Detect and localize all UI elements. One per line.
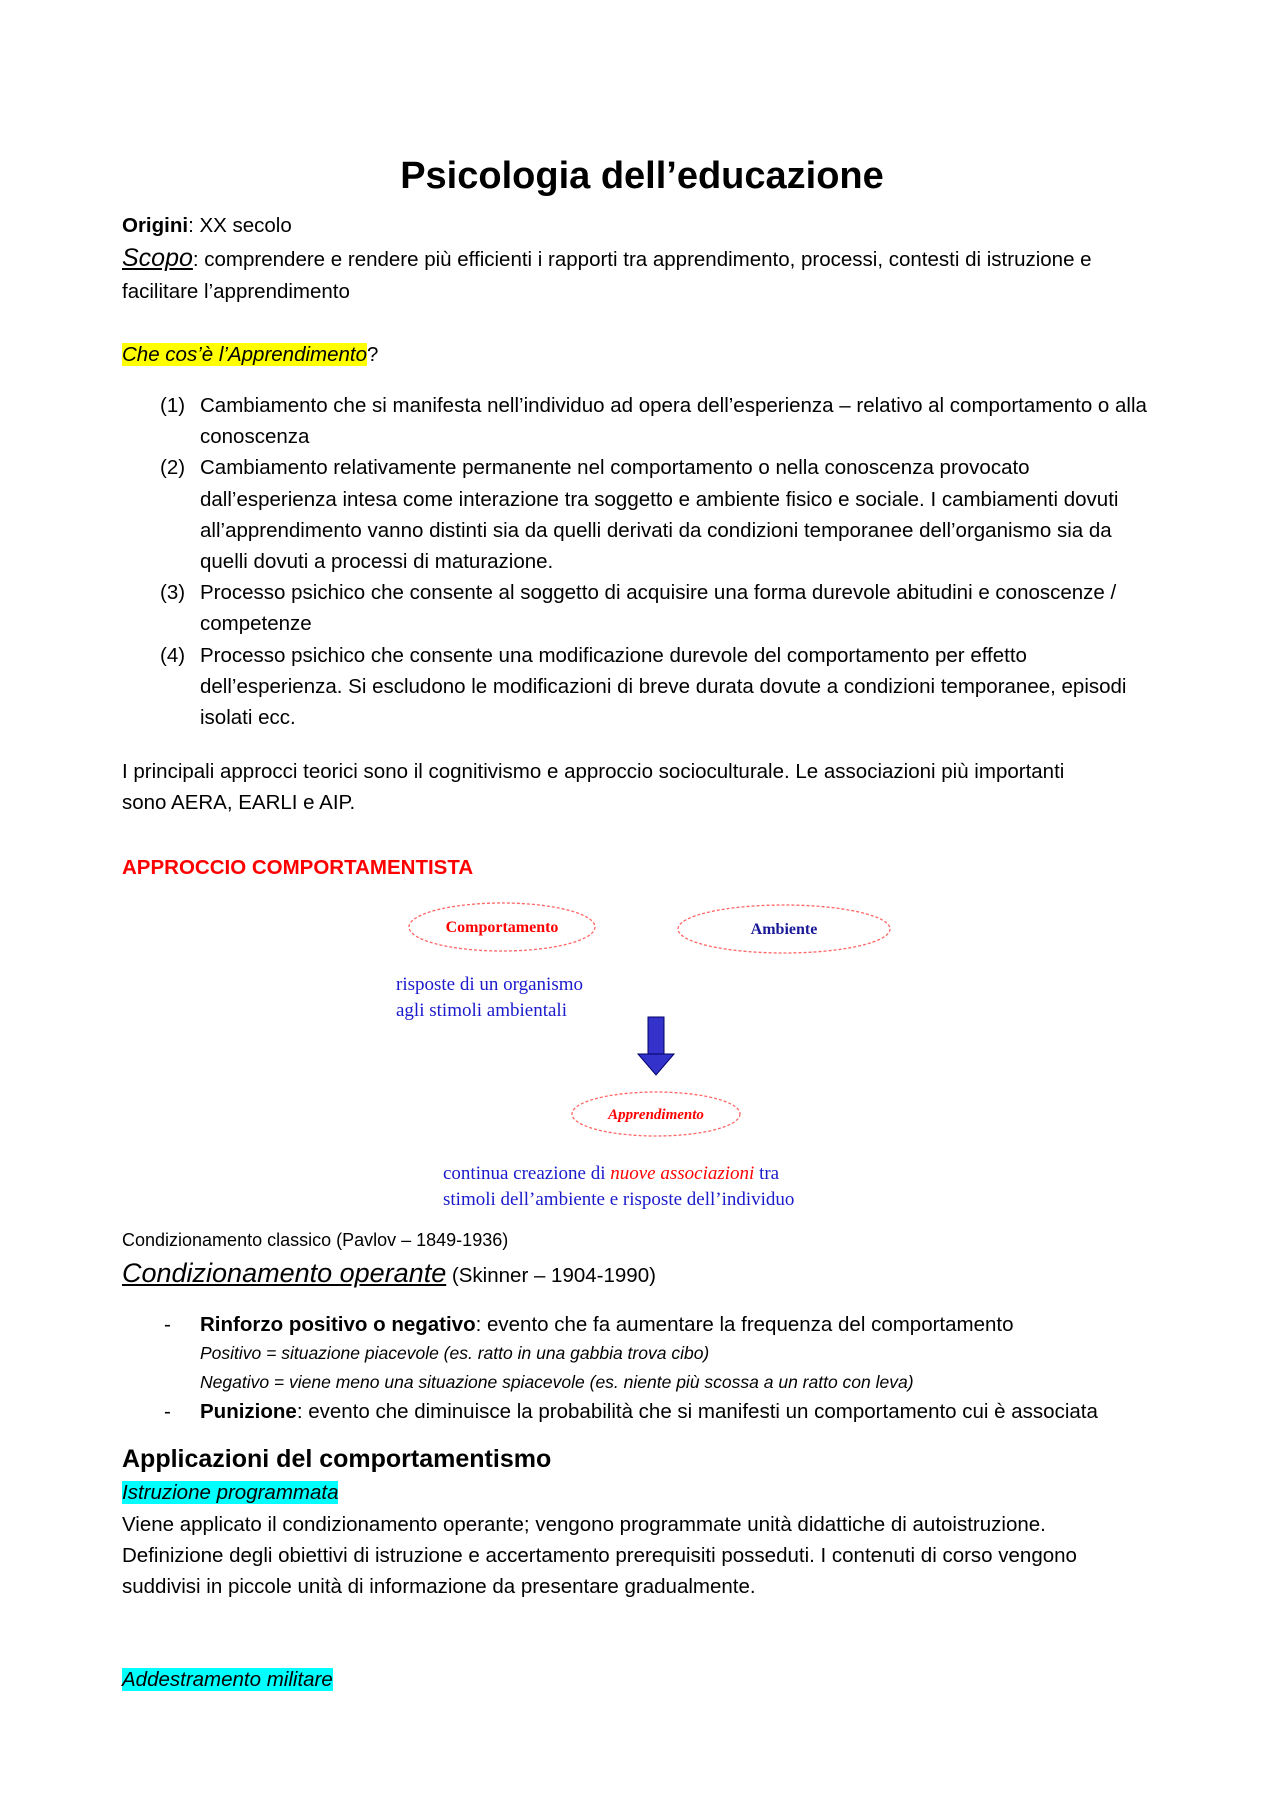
list-number: (4): [160, 643, 186, 667]
bullet-bold: Punizione: [200, 1400, 297, 1423]
istruzione-heading-line: [122, 1477, 1162, 1508]
ambiente-label: Ambiente: [750, 921, 818, 938]
section-heading-comportamentista: APPROCCIO COMPORTAMENTISTA: [122, 856, 474, 879]
list-item: [160, 452, 1160, 577]
comportamento-label: Comportamento: [445, 919, 559, 936]
list-item: [160, 1310, 1160, 1397]
apprendimento-question: [122, 339, 1162, 370]
risposte-line-2: agli stimoli ambientali: [396, 1000, 567, 1021]
continua-line-2: stimoli dell’ambiente e risposte dell’individuo: [443, 1189, 795, 1210]
istruzione-line-2: Definizione degli obiettivi di istruzione e accertamento prerequisiti posseduti. I contenuti di corso vengono: [122, 1544, 1077, 1567]
istruzione-line-1: Viene applicato il condizionamento operante; vengono programmate unità didattiche di autoistruzione.: [122, 1513, 1046, 1536]
down-arrow-icon: [638, 1017, 674, 1075]
origini-line: [122, 210, 1162, 241]
list-text: Cambiamento che si manifesta nell’individuo ad opera dell’esperienza – relativo al comportamento o alla conoscenza: [200, 394, 1147, 449]
condizionamento-operante: [122, 1255, 1162, 1294]
apprendimento-label: Apprendimento: [608, 1107, 704, 1123]
dash-bullet: -: [164, 1313, 171, 1336]
applicazioni-heading: Applicazioni del comportamentismo: [122, 1445, 552, 1473]
bullet-text: : evento che diminuisce la probabilità che si manifesti un comportamento cui è associata: [296, 1400, 1098, 1423]
ambiente-ellipse: [678, 905, 890, 953]
origini-text: : XX secolo: [188, 214, 292, 237]
continua-line-1: [443, 1163, 780, 1184]
scopo-line-2: facilitare l’apprendimento: [122, 280, 350, 303]
continua-post: tra: [754, 1163, 780, 1184]
scopo-line-1: [122, 243, 1162, 275]
list-item: [160, 390, 1160, 452]
istruzione-line-3: suddivisi in piccole unità di informazione da presentare gradualmente.: [122, 1575, 756, 1598]
bullet-bold: Rinforzo positivo o negativo: [200, 1313, 476, 1336]
comportamento-ellipse: [409, 903, 595, 951]
list-text: Cambiamento relativamente permanente nel comportamento o nella conoscenza provocato dall’esperienza intesa come interazione tra soggetto e ambiente fisico e sociale. I cambiamenti dovuti all’apprendimento vanno distinti sia da quelli derivati da condizioni temporanee dell’organismo sia da quelli dovuti a processi di maturazione.: [200, 456, 1119, 574]
reinforcement-list: [160, 1310, 1160, 1426]
sub-note-positivo: Positivo = situazione piacevole (es. ratto in una gabbia trova cibo): [200, 1343, 710, 1363]
list-text: Processo psichico che consente una modificazione durevole del comportamento per effetto dell’esperienza. Si escludono le modificazioni di breve durata dovute a condizioni temporanee, episodi isolati ecc.: [200, 643, 1127, 730]
scopo-label: Scopo: [122, 244, 193, 272]
approcci-line-2: sono AERA, EARLI e AIP.: [122, 791, 356, 814]
operante-label: Condizionamento operante: [122, 1258, 447, 1288]
istruzione-heading: Istruzione programmata: [122, 1481, 339, 1504]
addestramento-heading-line: [122, 1664, 1162, 1695]
addestramento-heading: Addestramento militare: [122, 1668, 333, 1691]
list-item: [160, 1397, 1160, 1426]
apprendimento-ellipse: [572, 1092, 740, 1136]
operante-suffix: (Skinner – 1904-1990): [446, 1264, 656, 1287]
risposte-line-1: risposte di un organismo: [396, 974, 584, 995]
sub-note-negativo: Negativo = viene meno una situazione spiacevole (es. niente più scossa a un ratto con leva): [200, 1372, 914, 1392]
list-text: Processo psichico che consente al soggetto di acquisire una forma durevole abitudini e conoscenze / competenze: [200, 581, 1117, 636]
approcci-line-1: I principali approcci teorici sono il cognitivismo e approccio socioculturale. Le associazioni più importanti: [122, 760, 1065, 783]
list-item: [160, 640, 1160, 734]
question-highlight: Che cos’è l’Apprendimento: [122, 343, 367, 366]
list-number: (1): [160, 394, 186, 417]
question-suffix: ?: [367, 343, 379, 366]
list-number: (3): [160, 581, 186, 605]
condizionamento-classico: Condizionamento classico (Pavlov – 1849-1936): [122, 1230, 509, 1250]
page-title: Psicologia dell’educazione: [400, 155, 884, 197]
scopo-text: : comprendere e rendere più efficienti i rapporti tra apprendimento, processi, contesti di istruzione e: [192, 248, 1092, 271]
dash-bullet: -: [164, 1400, 171, 1423]
continua-pre: continua creazione di: [443, 1163, 611, 1184]
list-item: [160, 577, 1160, 639]
bullet-text: : evento che fa aumentare la frequenza del comportamento: [475, 1313, 1014, 1336]
definitions-list: [160, 390, 1160, 733]
list-number: (2): [160, 456, 186, 480]
continua-red: nuove associazioni: [610, 1163, 755, 1184]
origini-label: Origini: [122, 214, 189, 237]
